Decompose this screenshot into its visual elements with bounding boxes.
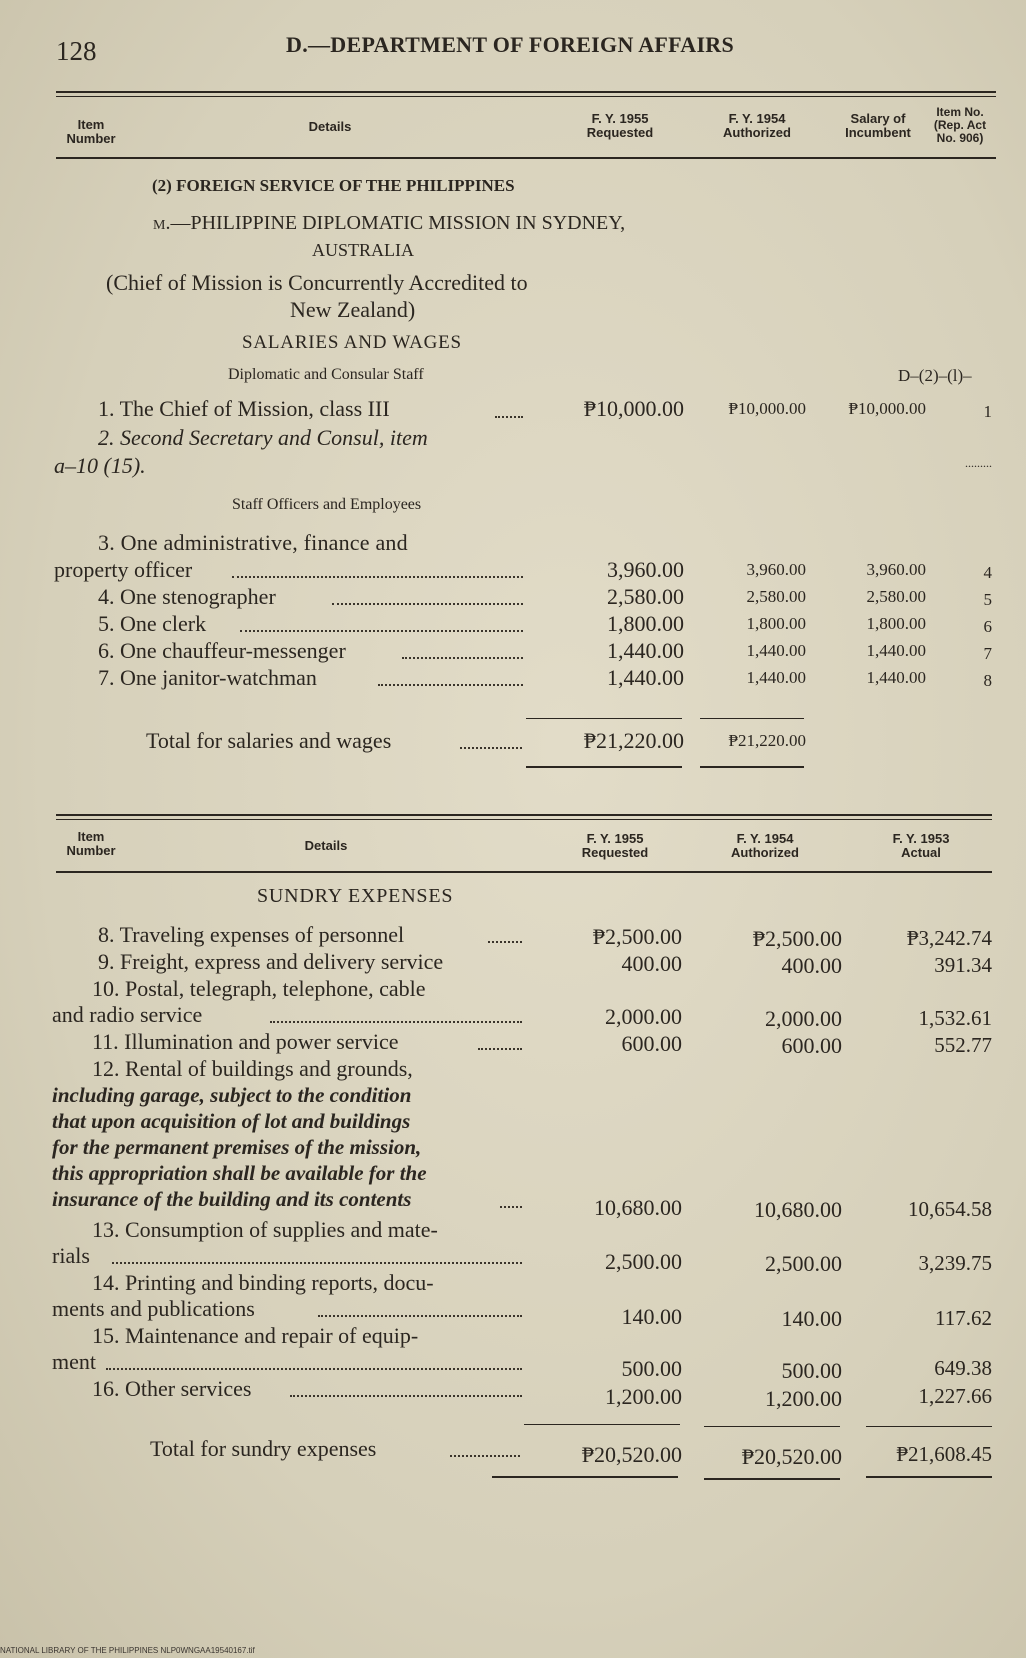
- t1-total-requested: ₱21,220.00: [583, 728, 684, 753]
- t2-heading: SUNDRY EXPENSES: [257, 885, 454, 907]
- t1-row2-item: .........: [965, 456, 992, 470]
- t2-row12-authorized: 10,680.00: [754, 1197, 842, 1222]
- t2-row8-label: 8. Traveling expenses of personnel: [98, 922, 405, 947]
- t1-mission-line1: m.—PHILIPPINE DIPLOMATIC MISSION IN SYDNEY,: [153, 212, 626, 234]
- t1-row1-item: 1: [983, 402, 992, 421]
- t2-row10-authorized: 2,000.00: [765, 1006, 842, 1031]
- t2-row12-italic-1: including garage, subject to the condition: [52, 1083, 412, 1107]
- t1-row1-authorized: ₱10,000.00: [728, 399, 806, 418]
- t1-row3-line1: 3. One administrative, finance and: [98, 530, 408, 555]
- t2-row14-line2: ments and publications: [52, 1296, 255, 1321]
- t1-row1-requested: ₱10,000.00: [583, 396, 684, 421]
- t1-row5-label: 5. One clerk: [98, 611, 207, 636]
- table1-top-rule-thin: [56, 96, 996, 97]
- scan-footer-label: NATIONAL LIBRARY OF THE PHILIPPINES NLP0WNGAA19540167.tif: [0, 1646, 255, 1655]
- t2-row14-requested: 140.00: [621, 1304, 682, 1329]
- t2-row16-requested: 1,200.00: [605, 1384, 682, 1409]
- leader-dots: [500, 1206, 522, 1208]
- t1-row2-line1: 2. Second Secretary and Consul, item: [98, 425, 428, 450]
- t2-total-rule-bottom: [866, 1476, 992, 1478]
- t1-note-line1: (Chief of Mission is Concurrently Accredited to: [106, 270, 528, 295]
- t2-row13-authorized: 2,500.00: [765, 1251, 842, 1276]
- t2-row9-authorized: 400.00: [781, 953, 842, 978]
- leader-dots: [112, 1262, 522, 1264]
- t2-row11-actual: 552.77: [934, 1033, 992, 1057]
- t2-row16-label: 16. Other services: [92, 1376, 252, 1401]
- t1-total-authorized: ₱21,220.00: [728, 731, 806, 750]
- t1-section-title: (2) FOREIGN SERVICE OF THE PHILIPPINES: [152, 176, 515, 195]
- t2-row9-requested: 400.00: [621, 951, 682, 976]
- t2-total-authorized: ₱20,520.00: [741, 1444, 842, 1469]
- t2-row15-authorized: 500.00: [781, 1358, 842, 1383]
- t2-row10-line1: 10. Postal, telegraph, telephone, cable: [92, 976, 426, 1001]
- t1-row2-line2: a–10 (15).: [54, 453, 146, 478]
- t1-row6-label: 6. One chauffeur-messenger: [98, 638, 346, 663]
- t2-row12-italic-2: that upon acquisition of lot and buildings: [52, 1109, 411, 1133]
- t1-row7-label: 7. One janitor-watchman: [98, 665, 317, 690]
- t1-header-item-number: Item Number: [66, 117, 116, 146]
- t2-row13-requested: 2,500.00: [605, 1249, 682, 1274]
- t1-heading: SALARIES AND WAGES: [242, 332, 462, 353]
- t2-total-actual: ₱21,608.45: [896, 1442, 992, 1466]
- t2-row10-requested: 2,000.00: [605, 1004, 682, 1029]
- t1-row7-authorized: 1,440.00: [746, 668, 806, 687]
- leader-dots: [402, 657, 523, 659]
- t1-row3-item: 4: [983, 563, 992, 582]
- t2-total-label: Total for sundry expenses: [150, 1436, 377, 1461]
- t2-total-rule-bottom: [492, 1476, 678, 1478]
- t2-header-details: Details: [304, 838, 348, 853]
- t1-total-rule-top: [700, 718, 804, 719]
- t1-row7-requested: 1,440.00: [607, 665, 684, 690]
- leader-dots: [332, 603, 523, 605]
- t1-row1-salary: ₱10,000.00: [848, 399, 926, 418]
- t2-header-requested: F. Y. 1955 Requested: [581, 831, 649, 860]
- t2-total-rule-top: [866, 1426, 992, 1427]
- running-title: D.—DEPARTMENT OF FOREIGN AFFAIRS: [286, 32, 735, 57]
- t1-row5-salary: 1,800.00: [866, 614, 926, 633]
- t2-row14-line1: 14. Printing and binding reports, docu-: [92, 1270, 434, 1295]
- t2-row11-authorized: 600.00: [781, 1033, 842, 1058]
- t2-total-rule-bottom: [704, 1478, 840, 1480]
- t2-row12-italic-3: for the permanent premises of the mission,: [52, 1135, 422, 1159]
- t1-header-details: Details: [308, 119, 352, 134]
- t1-row7-salary: 1,440.00: [866, 668, 926, 687]
- leader-dots: [378, 684, 523, 686]
- t2-row16-authorized: 1,200.00: [765, 1386, 842, 1411]
- leader-dots: [495, 416, 523, 418]
- leader-dots: [270, 1021, 522, 1023]
- t2-row16-actual: 1,227.66: [918, 1384, 992, 1408]
- t2-row9-label: 9. Freight, express and delivery service: [98, 949, 444, 974]
- table2-top-rule-thin: [56, 819, 992, 820]
- t1-row6-item: 7: [983, 644, 992, 663]
- t2-row15-requested: 500.00: [621, 1356, 682, 1381]
- t1-total-rule-bottom: [700, 766, 804, 768]
- leader-dots: [290, 1395, 522, 1397]
- t2-row12-actual: 10,654.58: [908, 1197, 992, 1221]
- t2-row8-authorized: ₱2,500.00: [752, 926, 842, 951]
- t2-row8-actual: ₱3,242.74: [906, 926, 992, 950]
- leader-dots: [106, 1368, 522, 1370]
- t1-row4-authorized: 2,580.00: [746, 587, 806, 606]
- t1-row3-requested: 3,960.00: [607, 557, 684, 582]
- table1-top-rule: [56, 91, 996, 93]
- t2-row13-line2: rials: [52, 1243, 90, 1268]
- t1-row4-label: 4. One stenographer: [98, 584, 276, 609]
- t2-header-item-number: Item Number: [66, 829, 116, 858]
- t1-row7-item: 8: [983, 671, 992, 690]
- t1-row6-authorized: 1,440.00: [746, 641, 806, 660]
- t1-row1-label: 1. The Chief of Mission, class III: [98, 396, 390, 421]
- leader-dots: [478, 1048, 522, 1050]
- table1-header-rule: [56, 157, 996, 159]
- t1-note-line2: New Zealand): [290, 297, 416, 322]
- t1-row3-line2: property officer: [54, 557, 193, 582]
- t1-row4-item: 5: [983, 590, 992, 609]
- leader-dots: [232, 576, 523, 578]
- table2-header-rule: [56, 871, 992, 873]
- t1-row5-requested: 1,800.00: [607, 611, 684, 636]
- t2-row12-italic-5: insurance of the building and its contents: [52, 1187, 412, 1211]
- t1-total-label: Total for salaries and wages: [146, 728, 392, 753]
- t2-row14-authorized: 140.00: [781, 1306, 842, 1331]
- t2-header-authorized: F. Y. 1954 Authorized: [731, 831, 799, 860]
- t2-total-rule-top: [524, 1424, 680, 1425]
- t1-total-rule-top: [526, 718, 682, 719]
- t2-row15-line1: 15. Maintenance and repair of equip-: [92, 1323, 419, 1348]
- t1-row3-authorized: 3,960.00: [746, 560, 806, 579]
- t2-row13-actual: 3,239.75: [918, 1251, 992, 1275]
- leader-dots: [488, 941, 522, 943]
- t2-row12-italic-4: this appropriation shall be available for the: [52, 1161, 427, 1185]
- t2-total-requested: ₱20,520.00: [581, 1442, 682, 1467]
- t2-row14-actual: 117.62: [935, 1306, 992, 1330]
- t2-row12-line1: 12. Rental of buildings and grounds,: [92, 1056, 413, 1081]
- t1-row6-salary: 1,440.00: [866, 641, 926, 660]
- t1-mission-line2: AUSTRALIA: [312, 240, 414, 260]
- t1-total-rule-bottom: [526, 766, 682, 768]
- t1-subheading-diplomatic: Diplomatic and Consular Staff: [228, 366, 424, 383]
- t2-row10-line2: and radio service: [52, 1002, 203, 1027]
- t2-row15-line2: ment: [52, 1349, 96, 1374]
- leader-dots: [460, 747, 522, 749]
- t1-header-salary: Salary of Incumbent: [845, 111, 911, 140]
- t2-row12-requested: 10,680.00: [594, 1195, 682, 1220]
- t1-subheading-staff: Staff Officers and Employees: [232, 496, 422, 513]
- t2-row15-actual: 649.38: [934, 1356, 992, 1380]
- t1-row5-item: 6: [983, 617, 992, 636]
- leader-dots: [240, 630, 523, 632]
- t1-row5-authorized: 1,800.00: [746, 614, 806, 633]
- t2-row11-requested: 600.00: [621, 1031, 682, 1056]
- page-number: 128: [56, 36, 97, 66]
- t2-header-actual: F. Y. 1953 Actual: [892, 831, 950, 860]
- leader-dots: [450, 1455, 520, 1457]
- t2-row11-label: 11. Illumination and power service: [92, 1029, 399, 1054]
- t1-row4-requested: 2,580.00: [607, 584, 684, 609]
- leader-dots: [318, 1315, 522, 1317]
- t2-row8-requested: ₱2,500.00: [592, 924, 682, 949]
- t1-row4-salary: 2,580.00: [866, 587, 926, 606]
- t1-header-requested: F. Y. 1955 Requested: [586, 111, 654, 140]
- t2-total-rule-top: [704, 1426, 840, 1427]
- t1-item-code: D–(2)–(l)–: [898, 366, 972, 385]
- t1-header-item-no: Item No. (Rep. Act No. 906): [933, 105, 987, 145]
- t2-row10-actual: 1,532.61: [918, 1006, 992, 1030]
- t2-row13-line1: 13. Consumption of supplies and mate-: [92, 1217, 438, 1242]
- t1-row6-requested: 1,440.00: [607, 638, 684, 663]
- t2-row9-actual: 391.34: [934, 953, 992, 977]
- table2-top-rule: [56, 814, 992, 816]
- t1-row3-salary: 3,960.00: [866, 560, 926, 579]
- t1-header-authorized: F. Y. 1954 Authorized: [723, 111, 791, 140]
